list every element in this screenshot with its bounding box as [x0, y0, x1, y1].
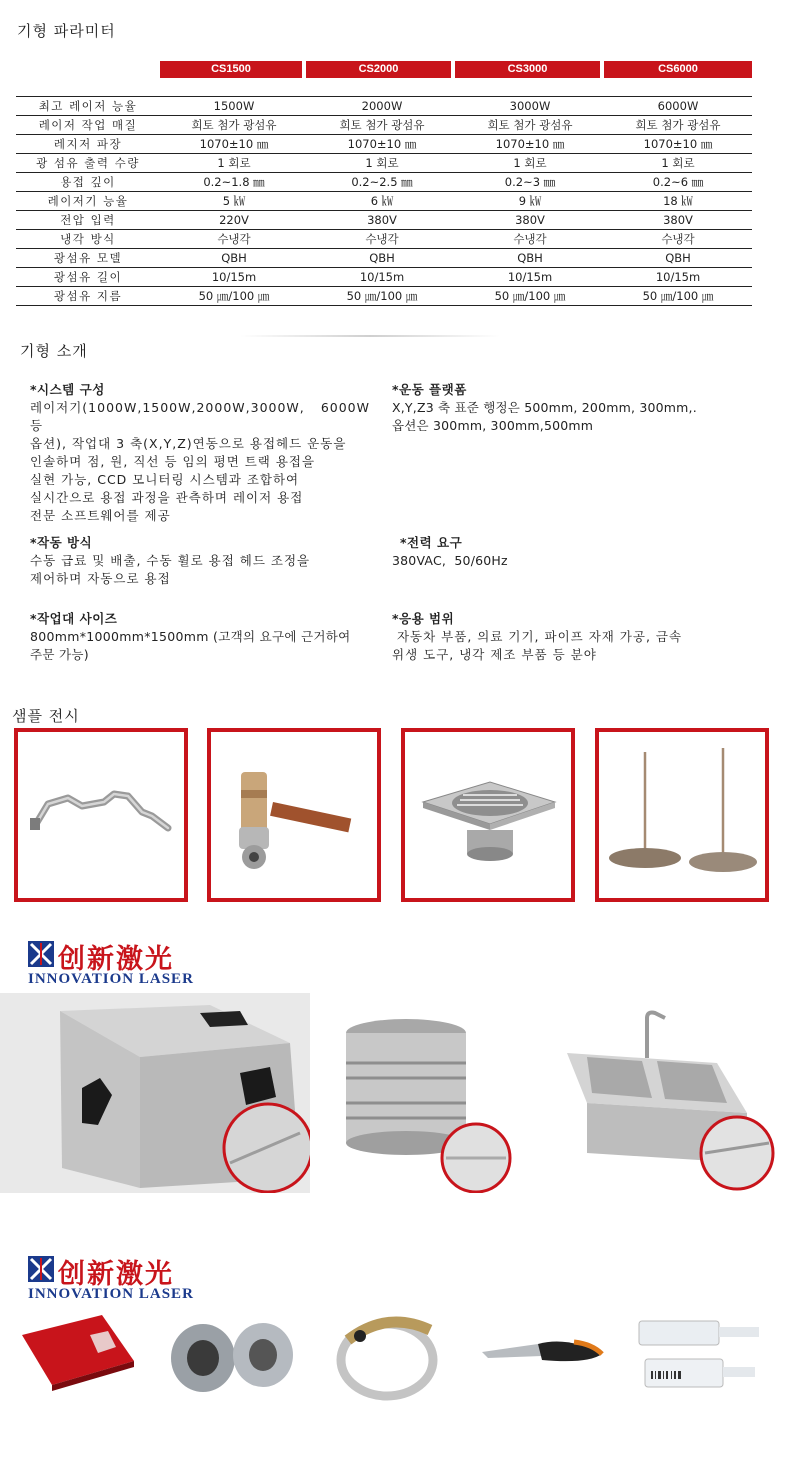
text-line: 위생 도구, 냉각 제조 부품 등 분야 — [392, 647, 597, 662]
intro-section-title: 기형 소개 — [20, 342, 88, 360]
spec-section-title: 기형 파라미터 — [17, 22, 116, 40]
spec-cell-cs2000: 380V — [308, 211, 456, 230]
brand-name-cn-2: 创新激光 — [58, 1259, 174, 1290]
intro-power — [392, 534, 742, 570]
intro-motion — [392, 381, 742, 435]
text-line: 실시간으로 용접 과정을 관측하며 레이저 용접 — [30, 490, 304, 505]
model-header-cs1500: CS1500 — [160, 61, 302, 78]
spec-cell-cs3000: 수냉각 — [456, 230, 604, 249]
spec-cell-cs3000: QBH — [456, 249, 604, 268]
spec-cell-cs1500: 10/15m — [160, 268, 308, 287]
spec-cell-cs6000: 50 ㎛/100 ㎛ — [604, 287, 752, 306]
spec-cell-cs3000: 380V — [456, 211, 604, 230]
folding-knife-photo — [478, 1330, 606, 1380]
spec-row — [16, 154, 752, 173]
spec-cell-cs6000: 18 ㎾ — [604, 192, 752, 211]
intro-system-text — [30, 399, 370, 525]
bent-pipe-image — [18, 732, 184, 898]
bangle-photo — [330, 1300, 445, 1410]
spec-cell-cs2000: 희토 첨가 광섬유 — [308, 116, 456, 135]
spec-row-label: 광섬유 지름 — [16, 287, 160, 306]
pin-discs-image — [599, 732, 765, 898]
text-line: 800mm*1000mm*1500mm (고객의 요구에 근거하여 — [30, 629, 351, 644]
spec-cell-cs3000: 10/15m — [456, 268, 604, 287]
metal-rings-photo — [168, 1310, 308, 1400]
floor-drain-image — [405, 732, 571, 898]
intro-worksize-text — [30, 628, 375, 664]
spec-cell-cs6000: 380V — [604, 211, 752, 230]
intro-application — [392, 610, 742, 664]
spec-row — [16, 287, 752, 306]
spec-row-label: 냉각 방식 — [16, 230, 160, 249]
spec-cell-cs1500: 1500W — [160, 97, 308, 116]
sample-pin-discs — [595, 728, 769, 902]
intro-operation — [30, 534, 370, 588]
text-line: 주문 가능) — [30, 647, 89, 662]
model-header-cs2000: CS2000 — [306, 61, 451, 78]
barcode-tags-photo — [635, 1315, 765, 1395]
spec-row — [16, 268, 752, 287]
intro-power-text — [392, 552, 742, 570]
spec-row-label: 광섬유 길이 — [16, 268, 160, 287]
spec-row — [16, 230, 752, 249]
red-card-case-photo — [12, 1305, 142, 1395]
spec-cell-cs3000: 9 ㎾ — [456, 192, 604, 211]
spec-cell-cs1500: 1070±10 ㎚ — [160, 135, 308, 154]
brand-name-en-2: INNOVATION LASER — [28, 1286, 194, 1302]
section-divider — [240, 335, 500, 337]
spec-cell-cs6000: 수냉각 — [604, 230, 752, 249]
spec-row — [16, 116, 752, 135]
spec-row-label: 레이저기 능율 — [16, 192, 160, 211]
spec-cell-cs6000: 6000W — [604, 97, 752, 116]
spec-cell-cs2000: 2000W — [308, 97, 456, 116]
model-header-cs3000: CS3000 — [455, 61, 600, 78]
text-line: 인솔하며 점, 원, 직선 등 임의 평면 트랙 용접을 — [30, 454, 316, 469]
spec-row-label: 최고 레이저 능율 — [16, 97, 160, 116]
intro-power-heading: *전력 요구 — [400, 535, 463, 550]
spec-cell-cs1500: 수냉각 — [160, 230, 308, 249]
intro-worksize-heading: *작업대 사이즈 — [30, 611, 118, 626]
spec-cell-cs1500: QBH — [160, 249, 308, 268]
spec-row-label: 레지저 파장 — [16, 135, 160, 154]
text-line: 레이저기(1000W,1500W,2000W,3000W, 6000W 등 — [30, 400, 370, 433]
spec-cell-cs3000: 희토 첨가 광섬유 — [456, 116, 604, 135]
spec-cell-cs1500: 희토 첨가 광섬유 — [160, 116, 308, 135]
spec-row-label: 광 섬유 출력 수량 — [16, 154, 160, 173]
spec-cell-cs2000: 6 ㎾ — [308, 192, 456, 211]
text-line: 전문 소프트웨어를 제공 — [30, 508, 171, 523]
spec-cell-cs1500: 1 회로 — [160, 154, 308, 173]
spec-row-label: 용접 깊이 — [16, 173, 160, 192]
intro-operation-text — [30, 552, 370, 588]
intro-application-text — [392, 628, 742, 664]
spec-cell-cs2000: 0.2~2.5 ㎜ — [308, 173, 456, 192]
sample-copper-valve — [207, 728, 381, 902]
intro-system-heading: *시스템 구성 — [30, 382, 105, 397]
spec-cell-cs2000: 1 회로 — [308, 154, 456, 173]
spec-cell-cs3000: 1 회로 — [456, 154, 604, 173]
spec-cell-cs6000: QBH — [604, 249, 752, 268]
spec-row — [16, 173, 752, 192]
intro-system — [30, 381, 370, 525]
spec-cell-cs1500: 0.2~1.8 ㎜ — [160, 173, 308, 192]
spec-cell-cs2000: 수냉각 — [308, 230, 456, 249]
spec-cell-cs2000: 1070±10 ㎚ — [308, 135, 456, 154]
text-line: 옵션), 작업대 3 축(X,Y,Z)연동으로 용접헤드 운동을 — [30, 436, 347, 451]
spec-cell-cs1500: 50 ㎛/100 ㎛ — [160, 287, 308, 306]
spec-cell-cs2000: QBH — [308, 249, 456, 268]
spec-row — [16, 192, 752, 211]
spec-cell-cs3000: 3000W — [456, 97, 604, 116]
keg-photo — [316, 993, 516, 1193]
spec-cell-cs3000: 1070±10 ㎚ — [456, 135, 604, 154]
brand-name-cn: 创新激光 — [58, 944, 174, 975]
spec-row-label: 광섬유 모델 — [16, 249, 160, 268]
brand-logo-2 — [28, 1252, 228, 1312]
text-line: 자동차 부품, 의료 기기, 파이프 자재 가공, 금속 — [392, 629, 683, 644]
spec-table-header — [16, 61, 752, 78]
spec-row — [16, 211, 752, 230]
spec-cell-cs3000: 0.2~3 ㎜ — [456, 173, 604, 192]
model-header-cs6000: CS6000 — [604, 61, 752, 78]
brand-mark-icon-2 — [28, 1256, 54, 1282]
brand-name-en: INNOVATION LASER — [28, 971, 194, 987]
intro-motion-text — [392, 399, 742, 435]
sample-bent-pipe — [14, 728, 188, 902]
sink-photo — [547, 993, 777, 1193]
spec-cell-cs1500: 220V — [160, 211, 308, 230]
spec-row — [16, 97, 752, 116]
text-line: 실현 가능, CCD 모니터링 시스템과 조합하여 — [30, 472, 300, 487]
spec-row — [16, 249, 752, 268]
spec-row-label: 레이저 작업 매질 — [16, 116, 160, 135]
samples-section-title: 샘플 전시 — [12, 707, 80, 725]
brand-logo-1 — [28, 937, 228, 997]
spec-cell-cs6000: 1070±10 ㎚ — [604, 135, 752, 154]
text-line: 수동 급료 및 배출, 수동 휠로 용접 헤드 조정을 — [30, 553, 311, 568]
text-line: 제어하며 자동으로 용접 — [30, 571, 171, 586]
sample-floor-drain — [401, 728, 575, 902]
spec-cell-cs3000: 50 ㎛/100 ㎛ — [456, 287, 604, 306]
welded-box-photo — [0, 993, 310, 1193]
intro-motion-heading: *운동 플랫폼 — [392, 382, 467, 397]
spec-cell-cs6000: 0.2~6 ㎜ — [604, 173, 752, 192]
spec-cell-cs6000: 1 회로 — [604, 154, 752, 173]
spec-cell-cs6000: 10/15m — [604, 268, 752, 287]
spec-row-label: 전압 입력 — [16, 211, 160, 230]
spec-cell-cs1500: 5 ㎾ — [160, 192, 308, 211]
brand-mark-icon — [28, 941, 54, 967]
spec-cell-cs6000: 희토 첨가 광섬유 — [604, 116, 752, 135]
spec-cell-cs2000: 10/15m — [308, 268, 456, 287]
intro-operation-heading: *작동 방식 — [30, 535, 93, 550]
spec-cell-cs2000: 50 ㎛/100 ㎛ — [308, 287, 456, 306]
intro-application-heading: *응용 범위 — [392, 611, 455, 626]
spec-row — [16, 135, 752, 154]
text-line: 옵션은 300mm, 300mm,500mm — [392, 418, 594, 433]
copper-valve-image — [211, 732, 377, 898]
text-line: X,Y,Z3 축 표준 행정은 500mm, 200mm, 300mm,. — [392, 400, 697, 415]
intro-worksize — [30, 610, 375, 664]
spec-table — [16, 96, 752, 306]
text-line: 380VAC, 50/60Hz — [392, 553, 508, 568]
